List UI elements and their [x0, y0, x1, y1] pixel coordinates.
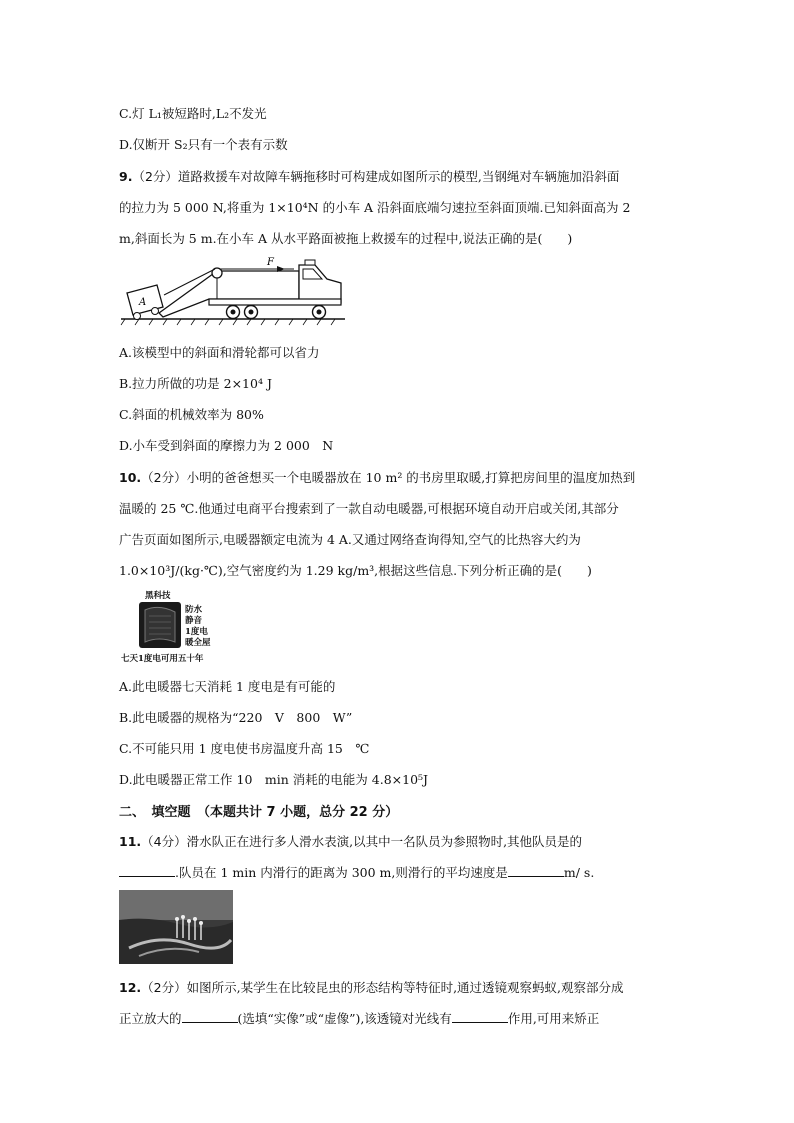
q10-option-a: A.此电暖器七天消耗 1 度电是有可能的	[119, 679, 336, 694]
q11-stem-line-1	[119, 832, 582, 850]
q11-stem-line-2	[119, 863, 594, 881]
q11-score: （4分）	[141, 834, 187, 849]
truck-chassis	[209, 299, 341, 305]
heater-ad-top: 黑科技	[145, 591, 171, 601]
heater-feature-4: 暖全屋	[185, 638, 211, 648]
q9-text-1: 道路救援车对故障车辆拖移时可构建成如图所示的模型,当钢绳对车辆施加沿斜面	[177, 169, 620, 184]
car-label: A	[139, 297, 147, 308]
q12-number: 12.	[119, 980, 142, 995]
water-ski-photo	[119, 890, 233, 964]
truck-cab	[299, 265, 341, 303]
section-heading: 二、 填空题 （本题共计 7 小题，总分 22 分）	[119, 805, 399, 820]
q9-number: 9.	[119, 169, 133, 184]
q12-blank-2[interactable]	[452, 1010, 508, 1023]
q10-stem-line-1	[119, 468, 635, 486]
ground-hatch	[121, 319, 335, 325]
q12-score: （2分）	[141, 980, 187, 995]
q12-text-2c: 作用,可用来矫正	[507, 1011, 600, 1026]
q10-stem-line-2: 温暖的 25 ℃.他通过电商平台搜索到了一款自动电暖器,可根据环境自动开启或关闭,其部分	[119, 501, 619, 516]
q10-text-1: 小明的爸爸想买一个电暖器放在 10 m² 的书房里取暖,打算把房间里的温度加热到	[186, 470, 636, 485]
q8-option-c: C.灯 L₁被短路时,L₂不发光	[119, 106, 267, 121]
q9-option-d: D.小车受到斜面的摩擦力为 2 000 N	[119, 438, 334, 453]
q10-score: （2分）	[141, 470, 187, 485]
q8-option-d: D.仅断开 S₂只有一个表有示数	[119, 137, 288, 152]
q11-number: 11.	[119, 834, 142, 849]
q10-stem-line-4: 1.0×10³J/(kg·℃),空气密度约为 1.29 kg/m³,根据这些信息.下列分析正确的是( )	[119, 563, 592, 578]
heater-ad-bottom: 七天1度电可用五十年	[121, 654, 204, 664]
heater-feature-2: 静音	[185, 616, 203, 626]
q11-blank-2[interactable]	[508, 864, 564, 877]
q9-option-b: B.拉力所做的功是 2×10⁴ J	[119, 376, 272, 391]
q10-number: 10.	[119, 470, 142, 485]
q12-blank-1[interactable]	[182, 1010, 238, 1023]
q11-text-1: 滑水队正在进行多人滑水表演,以其中一名队员为参照物时,其他队员是的	[186, 834, 583, 849]
force-label: F	[267, 257, 274, 268]
q9-stem-line-1	[119, 167, 619, 185]
q12-text-1: 如图所示,某学生在比较昆虫的形态结构等特征时,通过透镜观察蚂蚁,观察部分成	[186, 980, 624, 995]
q12-stem-line-2	[119, 1009, 599, 1027]
q9-score: （2分）	[132, 169, 178, 184]
q10-stem-line-3: 广告页面如图所示,电暖器额定电流为 4 A.又通过网络查询得知,空气的比热容大约为	[119, 532, 581, 547]
q9-stem-line-2: 的拉力为 5 000 N,将重为 1×10⁴N 的小车 A 沿斜面底端匀速拉至斜面顶端.已知斜面高为 2	[119, 200, 631, 215]
q12-text-2a: 正立放大的	[119, 1011, 182, 1026]
q9-option-a: A.该模型中的斜面和滑轮都可以省力	[119, 345, 320, 360]
q9-option-c: C.斜面的机械效率为 80%	[119, 407, 264, 422]
q10-option-c: C.不可能只用 1 度电使书房温度升高 15 ℃	[119, 741, 370, 756]
q10-option-b: B.此电暖器的规格为“220 V 800 W”	[119, 710, 353, 725]
q10-option-d: D.此电暖器正常工作 10 min 消耗的电能为 4.8×10⁵J	[119, 772, 429, 787]
q11-blank-1[interactable]	[119, 864, 175, 877]
tow-truck-figure	[119, 255, 349, 327]
q11-text-3: m/ s.	[563, 865, 595, 880]
heater-feature-1: 防水	[185, 605, 203, 615]
q9-stem-line-3: m,斜面长为 5 m.在小车 A 从水平路面被拖上救援车的过程中,说法正确的是( )	[119, 231, 573, 246]
q12-stem-line-1	[119, 978, 624, 996]
heater-ad-figure	[119, 588, 229, 666]
heater-feature-3: 1度电	[185, 627, 208, 637]
q12-text-2b: (选填“实像”或“虚像”),该透镜对光线有	[237, 1011, 452, 1026]
q11-text-2: .队员在 1 min 内滑行的距离为 300 m,则滑行的平均速度是	[175, 865, 508, 880]
